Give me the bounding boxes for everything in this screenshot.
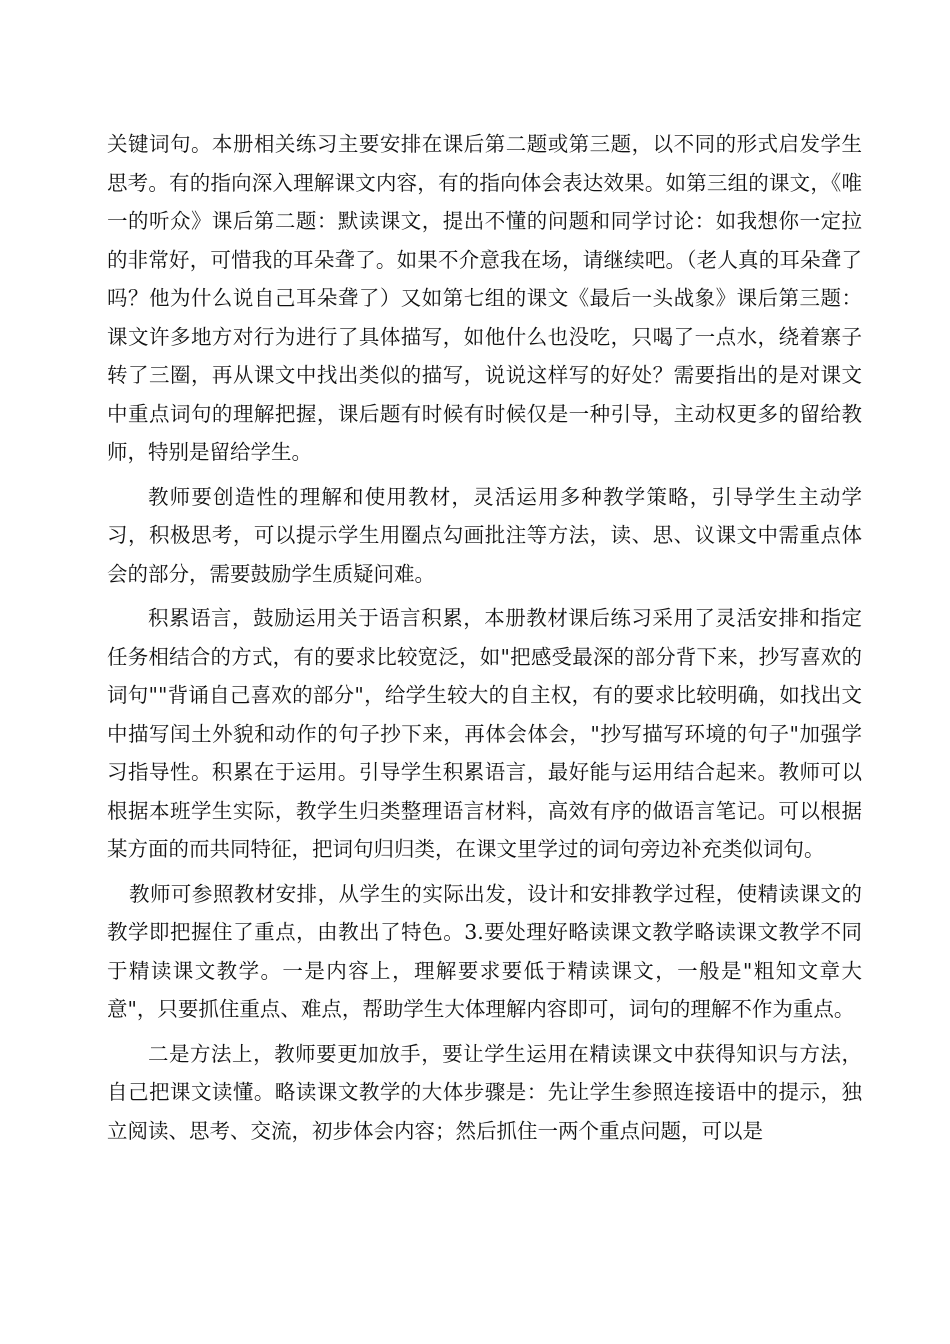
paragraph-1: 关键词句。本册相关练习主要安排在课后第二题或第三题，以不同的形式启发学生思考。有的指向深入理解课文内容，有的指向体会表达效果。如第三组的课文，《唯一的听众》课后第二题：默读课文，提出不懂的问题和同学讨论：如我想你一定拉的非常好，可惜我的耳朵聋了。如果不介意我在场，请继续吧。（老人真的耳朵聋了吗？他为什么说自己耳朵聋了）又如第七组的课文《最后一头战象》课后第三题：课文许多地方对行为进行了具体描写，如他什么也没吃，只喝了一点水，绕着寨子转了三圈，再从课文中找出类似的描写，说说这样写的好处？需要指出的是对课文中重点词句的理解把握，课后题有时候有时候仅是一种引导，主动权更多的留给教师，特别是留给学生。 <box>107 132 862 464</box>
paragraph-3: 积累语言，鼓励运用关于语言积累，本册教材课后练习采用了灵活安排和指定任务相结合的方式，有的要求比较宽泛，如"把感受最深的部分背下来，抄写喜欢的词句""背诵自己喜欢的部分"，给学生较大的自主权，有的要求比较明确，如找出文中描写闰土外貌和动作的句子抄下来，再体会体会，"抄写描写环境的句子"加强学习指导性。积累在于运用。引导学生积累语言，最好能与运用结合起来。教师可以根据本班学生实际，教学生归类整理语言材料，高效有序的做语言笔记。可以根据某方面的而共同特征，把词句归归类，在课文里学过的词句旁边补充类似词句。 <box>107 606 862 861</box>
document-page <box>107 125 862 1156</box>
paragraph-2: 教师要创造性的理解和使用教材，灵活运用多种教学策略，引导学生主动学习，积极思考，可以提示学生用圈点勾画批注等方法，读、思、议课文中需重点体会的部分，需要鼓励学生质疑问难。 <box>107 484 862 586</box>
paragraph-4: 教师可参照教材安排，从学生的实际出发，设计和安排教学过程，使精读课文的教学即把握住了重点，由教出了特色。3.要处理好略读课文教学略读课文教学不同于精读课文教学。一是内容上，理解要求要低于精读课文，一般是"粗知文章大意"，只要抓住重点、难点，帮助学生大体理解内容即可，词句的理解不作为重点。 <box>107 881 862 1021</box>
paragraph-5: 二是方法上，教师要更加放手，要让学生运用在精读课文中获得知识与方法，自己把课文读懂。略读课文教学的大体步骤是：先让学生参照连接语中的提示，独立阅读、思考、交流，初步体会内容；然后抓住一两个重点问题，可以是 <box>107 1041 862 1143</box>
